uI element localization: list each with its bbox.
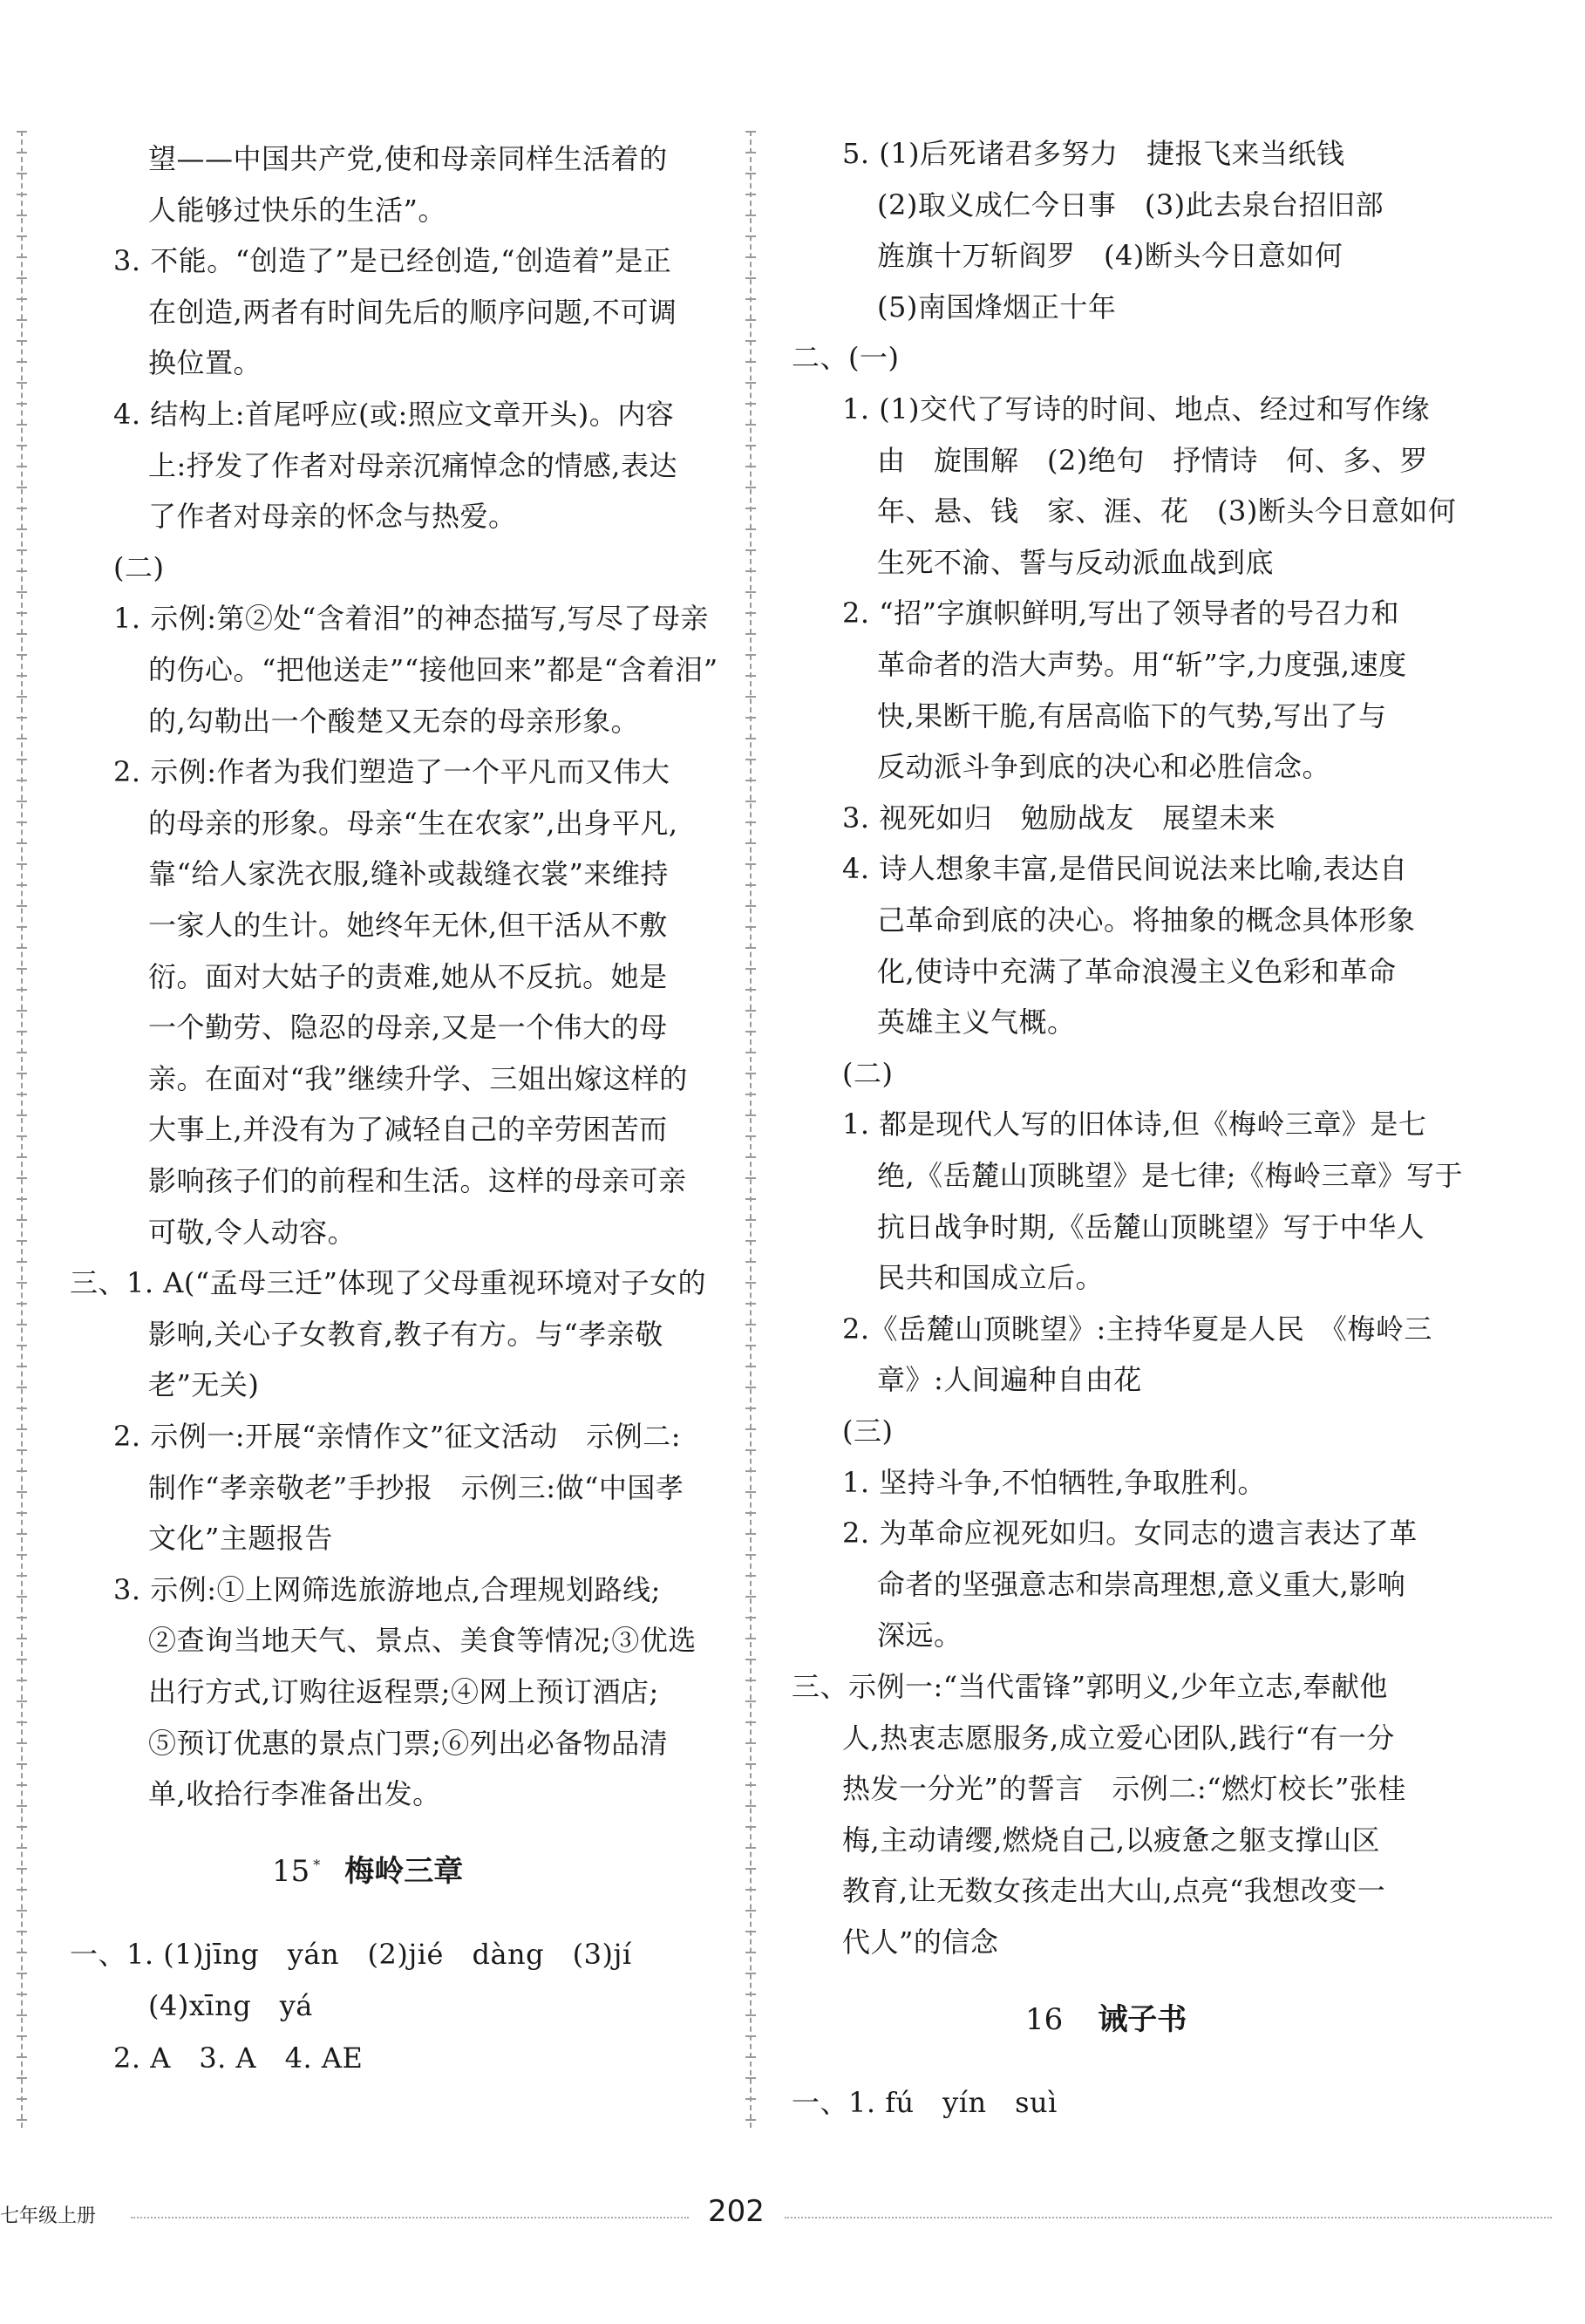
- answer-line: 热发一分光”的誓言 示例二:“燃灯校长”张桂: [842, 1772, 1406, 1806]
- answer-line: 大事上,并没有为了减轻自己的辛劳困苦而: [148, 1113, 668, 1147]
- binding-tick: [17, 1094, 27, 1095]
- binding-tick: [17, 1973, 27, 1974]
- binding-tick: [745, 905, 756, 907]
- binding-tick: [745, 1931, 756, 1932]
- binding-tick: [17, 1512, 27, 1514]
- binding-tick: [745, 1617, 756, 1619]
- answer-line: 出行方式,订购往返程票;④网上预订酒店;: [148, 1675, 659, 1708]
- binding-tick: [17, 1303, 27, 1305]
- binding-tick: [17, 1910, 27, 1912]
- binding-tick: [17, 1073, 27, 1074]
- self-study-mark: *: [313, 1857, 321, 1874]
- answer-line: 5. (1)后死诸君多努力 捷报飞来当纸钱: [842, 137, 1345, 170]
- answer-line: 可敬,令人动容。: [148, 1215, 357, 1249]
- binding-tick: [745, 926, 756, 928]
- binding-tick: [745, 821, 756, 823]
- binding-tick: [745, 1428, 756, 1430]
- binding-tick: [745, 570, 756, 572]
- binding-tick: [745, 152, 756, 153]
- binding-tick: [745, 131, 756, 133]
- binding-tick: [17, 152, 27, 153]
- binding-tick: [745, 2077, 756, 2079]
- binding-tick: [745, 298, 756, 300]
- binding-tick: [17, 528, 27, 530]
- answer-line: 2. 示例:作者为我们塑造了一个平凡而又伟大: [113, 755, 670, 789]
- binding-tick: [745, 591, 756, 593]
- binding-tick: [17, 759, 27, 760]
- binding-tick: [17, 1282, 27, 1284]
- binding-tick: [745, 2119, 756, 2121]
- binding-tick: [17, 1659, 27, 1660]
- answer-line: 衍。面对大姑子的责难,她从不反抗。她是: [148, 959, 668, 993]
- binding-tick: [745, 1596, 756, 1598]
- binding-tick: [745, 1449, 756, 1451]
- answer-line: 一家人的生计。她终年无休,但干活从不敷: [148, 909, 668, 942]
- binding-tick: [17, 612, 27, 614]
- binding-tick: [745, 1219, 756, 1221]
- binding-tick: [17, 738, 27, 739]
- answer-line: (2)取义成仁今日事 (3)此去泉台招旧部: [877, 187, 1384, 221]
- binding-tick: [745, 1303, 756, 1305]
- binding-tick: [745, 1659, 756, 1660]
- binding-tick: [17, 1387, 27, 1388]
- binding-tick: [745, 1554, 756, 1556]
- answer-line: 抗日战争时期,《岳麓山顶眺望》写于中华人: [877, 1210, 1425, 1244]
- binding-tick: [745, 2056, 756, 2058]
- answer-line: 一个勤劳、隐忍的母亲,又是一个伟大的母: [148, 1011, 668, 1045]
- answer-line: 3. 不能。“创造了”是已经创造,“创造着”是正: [113, 244, 672, 278]
- lesson-heading: [1025, 1995, 1187, 2038]
- binding-tick: [17, 1428, 27, 1430]
- binding-tick: [17, 570, 27, 572]
- answer-line: 快,果断干脆,有居高临下的气势,写出了与: [877, 699, 1387, 733]
- answer-line: 上:抒发了作者对母亲沉痛悼念的情感,表达: [148, 448, 677, 482]
- binding-tick: [17, 1114, 27, 1116]
- answer-line: 2. A 3. A 4. AE: [113, 2041, 364, 2075]
- answer-line: 人能够过快乐的生活”。: [148, 193, 446, 227]
- binding-tick: [17, 173, 27, 174]
- binding-tick: [745, 528, 756, 530]
- binding-tick: [745, 2098, 756, 2100]
- binding-tick: [745, 1973, 756, 1974]
- binding-tick: [745, 256, 756, 258]
- binding-tick: [745, 1805, 756, 1807]
- binding-tick: [745, 1135, 756, 1137]
- binding-tick: [17, 549, 27, 551]
- binding-tick: [745, 549, 756, 551]
- binding-tick: [17, 1742, 27, 1744]
- binding-tick: [745, 1910, 756, 1912]
- answer-line: 2. 为革命应视死如归。女同志的遗言表达了革: [842, 1516, 1418, 1550]
- binding-tick: [745, 1114, 756, 1116]
- binding-tick: [17, 1324, 27, 1326]
- binding-tick: [745, 508, 756, 509]
- binding-tick: [745, 1345, 756, 1346]
- answer-line: 一、1. (1)jīng yán (2)jié dàng (3)jí: [70, 1937, 632, 1971]
- answer-line: 老”无关): [148, 1368, 260, 1402]
- binding-tick: [17, 1617, 27, 1619]
- binding-tick: [17, 382, 27, 384]
- binding-tick: [17, 2035, 27, 2037]
- binding-tick: [745, 2014, 756, 2016]
- binding-tick: [745, 235, 756, 237]
- binding-tick: [17, 1596, 27, 1598]
- page-number: 202: [708, 2194, 765, 2229]
- answer-line: 旌旗十万斩阎罗 (4)断头今日意如何: [877, 239, 1344, 273]
- answer-line: 1. 坚持斗争,不怕牺牲,争取胜利。: [842, 1465, 1267, 1499]
- binding-tick: [745, 863, 756, 865]
- binding-tick: [17, 1868, 27, 1870]
- answer-line: (5)南国烽烟正十年: [877, 290, 1117, 324]
- binding-tick: [17, 1470, 27, 1472]
- binding-tick: [17, 2056, 27, 2058]
- binding-tick: [745, 1993, 756, 1995]
- binding-tick: [745, 1177, 756, 1179]
- binding-tick: [745, 968, 756, 970]
- binding-tick: [17, 361, 27, 363]
- binding-tick: [745, 801, 756, 802]
- binding-tick: [17, 1010, 27, 1012]
- answer-line: 换位置。: [148, 346, 262, 380]
- binding-tick: [17, 1156, 27, 1158]
- binding-tick: [745, 717, 756, 719]
- binding-tick: [17, 1638, 27, 1639]
- answer-line: (三): [842, 1414, 894, 1448]
- binding-tick: [17, 487, 27, 488]
- binding-tick: [17, 1700, 27, 1702]
- answer-line: 生死不渝、誓与反动派血战到底: [877, 545, 1275, 579]
- binding-tick: [745, 1721, 756, 1723]
- answer-line: 3. 视死如归 勉励战友 展望未来: [842, 801, 1276, 835]
- binding-tick: [17, 989, 27, 991]
- binding-tick: [17, 801, 27, 802]
- answer-line: 三、1. A(“孟母三迁”体现了父母重视环境对子女的: [70, 1266, 707, 1300]
- grade-label: 七年级上册: [0, 2205, 97, 2227]
- binding-tick: [745, 654, 756, 656]
- answer-line: 1. (1)交代了写诗的时间、地点、经过和写作缘: [842, 392, 1431, 426]
- binding-tick: [745, 738, 756, 739]
- binding-tick: [17, 654, 27, 656]
- binding-tick: [17, 863, 27, 865]
- answer-line: 2.《岳麓山顶眺望》:主持华夏是人民 《梅岭三: [842, 1312, 1432, 1346]
- binding-tick: [17, 1533, 27, 1535]
- binding-tick: [745, 884, 756, 886]
- answer-line: 命者的坚强意志和崇高理想,意义重大,影响: [877, 1567, 1406, 1601]
- binding-tick: [17, 1826, 27, 1828]
- answer-line: 望——中国共产党,使和母亲同样生活着的: [148, 142, 668, 175]
- binding-tick: [745, 1700, 756, 1702]
- binding-tick: [745, 466, 756, 467]
- answer-line: 革命者的浩大声势。用“斩”字,力度强,速度: [877, 648, 1407, 681]
- answer-line: 绝,《岳麓山顶眺望》是七律;《梅岭三章》写于: [877, 1159, 1463, 1192]
- binding-tick: [745, 1763, 756, 1765]
- binding-tick: [745, 1491, 756, 1493]
- binding-tick: [745, 759, 756, 760]
- binding-tick: [17, 926, 27, 928]
- binding-tick: [745, 1847, 756, 1849]
- binding-tick: [17, 947, 27, 949]
- binding-tick: [745, 277, 756, 279]
- binding-tick: [745, 1261, 756, 1263]
- binding-tick: [17, 1198, 27, 1200]
- answer-line: 影响孩子们的前程和生活。这样的母亲可亲: [148, 1164, 687, 1197]
- binding-tick: [17, 1491, 27, 1493]
- lesson-number: 15: [272, 1853, 310, 1889]
- binding-tick: [17, 633, 27, 635]
- answer-line: ⑤预订优惠的景点门票;⑥列出必备物品清: [148, 1726, 669, 1760]
- binding-tick: [17, 1784, 27, 1786]
- answer-line: 二、(一): [792, 341, 900, 375]
- footer-dotted-rule-left: [131, 2217, 689, 2218]
- binding-tick: [745, 382, 756, 384]
- binding-tick: [17, 2014, 27, 2016]
- binding-tick: [17, 1763, 27, 1765]
- answer-line: 一、1. fú yín suì: [792, 2085, 1058, 2119]
- binding-tick: [17, 424, 27, 426]
- binding-margin-middle: [750, 131, 772, 2128]
- binding-tick: [17, 194, 27, 195]
- answer-line: 民共和国成立后。: [877, 1261, 1105, 1295]
- answer-line: 三、示例一:“当代雷锋”郭明义,少年立志,奉献他: [792, 1670, 1388, 1703]
- binding-tick: [745, 1387, 756, 1388]
- binding-tick: [745, 1680, 756, 1681]
- binding-tick: [17, 1575, 27, 1577]
- answer-line: ②查询当地天气、景点、美食等情况;③优选: [148, 1624, 697, 1658]
- answer-line: 4. 诗人想象丰富,是借民间说法来比喻,表达自: [842, 852, 1408, 886]
- lesson-title: 梅岭三章: [344, 1853, 464, 1889]
- binding-tick: [17, 1931, 27, 1932]
- binding-tick: [17, 2119, 27, 2121]
- answer-line: 年、悬、钱 家、涯、花 (3)断头今日意如何: [877, 494, 1457, 528]
- answer-line: 影响,关心子女教育,教子有方。与“孝亲敬: [148, 1317, 663, 1351]
- binding-tick: [745, 1407, 756, 1409]
- binding-tick: [745, 2035, 756, 2037]
- binding-tick: [17, 319, 27, 321]
- binding-tick: [745, 1282, 756, 1284]
- binding-tick: [17, 1407, 27, 1409]
- binding-tick: [17, 1805, 27, 1807]
- answer-line: 1. 都是现代人写的旧体诗,但《梅岭三章》是七: [842, 1107, 1427, 1142]
- binding-tick: [17, 675, 27, 677]
- binding-tick: [745, 1638, 756, 1639]
- binding-tick: [745, 445, 756, 446]
- answer-line: 单,收拾行李准备出发。: [148, 1777, 441, 1811]
- answer-line: 1. 示例:第②处“含着泪”的神态描写,写尽了母亲: [113, 602, 709, 636]
- binding-tick: [17, 1847, 27, 1849]
- answer-line: 的,勾勒出一个酸楚又无奈的母亲形象。: [148, 704, 640, 738]
- answer-line: 的母亲的形象。母亲“生在农家”,出身平凡,: [148, 806, 678, 840]
- lesson-number: 16: [1025, 2001, 1064, 2037]
- binding-tick: [17, 1052, 27, 1053]
- binding-tick: [745, 989, 756, 991]
- binding-tick: [745, 1052, 756, 1053]
- answer-line: 4. 结构上:首尾呼应(或:照应文章开头)。内容: [113, 398, 675, 431]
- answer-line: 英雄主义气概。: [877, 1005, 1076, 1039]
- lesson-heading: [272, 1847, 463, 1890]
- binding-tick: [745, 780, 756, 781]
- binding-tick: [17, 1680, 27, 1681]
- binding-tick: [17, 131, 27, 133]
- binding-tick: [745, 340, 756, 342]
- binding-tick: [745, 633, 756, 635]
- binding-tick: [745, 1366, 756, 1367]
- binding-tick: [745, 1470, 756, 1472]
- binding-tick: [745, 215, 756, 216]
- answer-line: 反动派斗争到底的决心和必胜信念。: [877, 750, 1331, 784]
- binding-tick: [17, 2098, 27, 2100]
- binding-tick: [17, 1345, 27, 1346]
- answer-line: 2. “招”字旗帜鲜明,写出了领导者的号召力和: [842, 596, 1400, 630]
- answer-line: 3. 示例:①上网筛选旅游地点,合理规划路线;: [113, 1572, 661, 1606]
- binding-tick: [17, 1721, 27, 1723]
- answer-line: 靠“给人家洗衣服,缝补或裁缝衣裳”来维持: [148, 857, 669, 891]
- answer-line: 2. 示例一:开展“亲情作文”征文活动 示例二:: [113, 1420, 681, 1453]
- binding-tick: [17, 905, 27, 907]
- binding-tick: [745, 194, 756, 195]
- answer-line: 深远。: [877, 1619, 963, 1653]
- answer-line: (4)xīng yá: [148, 1989, 313, 2023]
- binding-tick: [17, 2077, 27, 2079]
- binding-tick: [745, 361, 756, 363]
- binding-tick: [17, 821, 27, 823]
- binding-tick: [745, 675, 756, 677]
- answer-line: 制作“孝亲敬老”手抄报 示例三:做“中国孝: [148, 1470, 684, 1504]
- binding-tick: [745, 947, 756, 949]
- binding-tick: [17, 298, 27, 300]
- answer-line: 由 旋围解 (2)绝句 抒情诗 何、多、罗: [877, 443, 1428, 477]
- answer-line: 章》:人间遍种自由花: [877, 1363, 1142, 1397]
- answer-line: 己革命到底的决心。将抽象的概念具体形象: [877, 903, 1416, 937]
- binding-tick: [745, 319, 756, 321]
- binding-tick: [17, 1449, 27, 1451]
- binding-tick: [745, 1094, 756, 1095]
- answer-line: 了作者对母亲的怀念与热爱。: [148, 500, 517, 534]
- binding-margin-left: [21, 131, 44, 2128]
- binding-tick: [745, 612, 756, 614]
- footer-dotted-rule-right: [785, 2217, 1552, 2218]
- binding-tick: [17, 696, 27, 698]
- answer-line: 在创造,两者有时间先后的顺序问题,不可调: [148, 295, 677, 329]
- binding-tick: [17, 1261, 27, 1263]
- answer-line: 文化”主题报告: [148, 1522, 333, 1556]
- answer-line: 的伤心。“把他送走”“接他回来”都是“含着泪”: [148, 653, 718, 686]
- page-footer: [0, 2194, 1585, 2232]
- binding-tick: [745, 1156, 756, 1158]
- binding-tick: [17, 1135, 27, 1137]
- binding-tick: [17, 256, 27, 258]
- binding-tick: [745, 696, 756, 698]
- binding-tick: [17, 717, 27, 719]
- binding-tick: [745, 403, 756, 405]
- binding-tick: [17, 508, 27, 509]
- binding-tick: [745, 1198, 756, 1200]
- binding-tick: [17, 884, 27, 886]
- binding-tick: [745, 424, 756, 426]
- answer-line: 代人”的信念: [842, 1925, 999, 1959]
- binding-tick: [17, 340, 27, 342]
- binding-tick: [17, 1554, 27, 1556]
- binding-tick: [17, 445, 27, 446]
- binding-tick: [745, 1889, 756, 1891]
- binding-tick: [17, 235, 27, 237]
- answer-line: 教育,让无数女孩走出大山,点亮“我想改变一: [842, 1874, 1386, 1908]
- binding-tick: [17, 1889, 27, 1891]
- binding-tick: [17, 403, 27, 405]
- binding-tick: [745, 1784, 756, 1786]
- binding-tick: [745, 1031, 756, 1033]
- answer-line: 梅,主动请缨,燃烧自己,以疲惫之躯支撑山区: [842, 1823, 1381, 1857]
- binding-tick: [17, 1952, 27, 1953]
- binding-tick: [17, 1219, 27, 1221]
- answer-line: (二): [842, 1056, 894, 1090]
- binding-tick: [17, 591, 27, 593]
- binding-tick: [745, 1240, 756, 1242]
- binding-tick: [17, 1177, 27, 1179]
- binding-tick: [17, 277, 27, 279]
- answer-line: 化,使诗中充满了革命浪漫主义色彩和革命: [877, 954, 1397, 988]
- binding-tick: [17, 1993, 27, 1995]
- binding-tick: [745, 1512, 756, 1514]
- binding-tick: [17, 1031, 27, 1033]
- binding-tick: [17, 1240, 27, 1242]
- lesson-title: 诫子书: [1098, 2001, 1187, 2037]
- binding-tick: [745, 1533, 756, 1535]
- binding-tick: [745, 1575, 756, 1577]
- binding-tick: [745, 1742, 756, 1744]
- binding-tick: [17, 968, 27, 970]
- answer-line: (二): [113, 550, 165, 584]
- binding-tick: [17, 466, 27, 467]
- binding-tick: [745, 1324, 756, 1326]
- binding-tick: [745, 1073, 756, 1074]
- binding-tick: [745, 487, 756, 488]
- answer-line: 亲。在面对“我”继续升学、三姐出嫁这样的: [148, 1061, 688, 1095]
- binding-tick: [17, 1366, 27, 1367]
- answer-line: 人,热衷志愿服务,成立爱心团队,践行“有一分: [842, 1721, 1395, 1755]
- binding-tick: [17, 842, 27, 844]
- binding-tick: [17, 780, 27, 781]
- binding-tick: [745, 842, 756, 844]
- binding-tick: [745, 1952, 756, 1953]
- binding-tick: [745, 1010, 756, 1012]
- binding-tick: [745, 1826, 756, 1828]
- binding-tick: [745, 1868, 756, 1870]
- binding-tick: [745, 173, 756, 174]
- binding-tick: [17, 215, 27, 216]
